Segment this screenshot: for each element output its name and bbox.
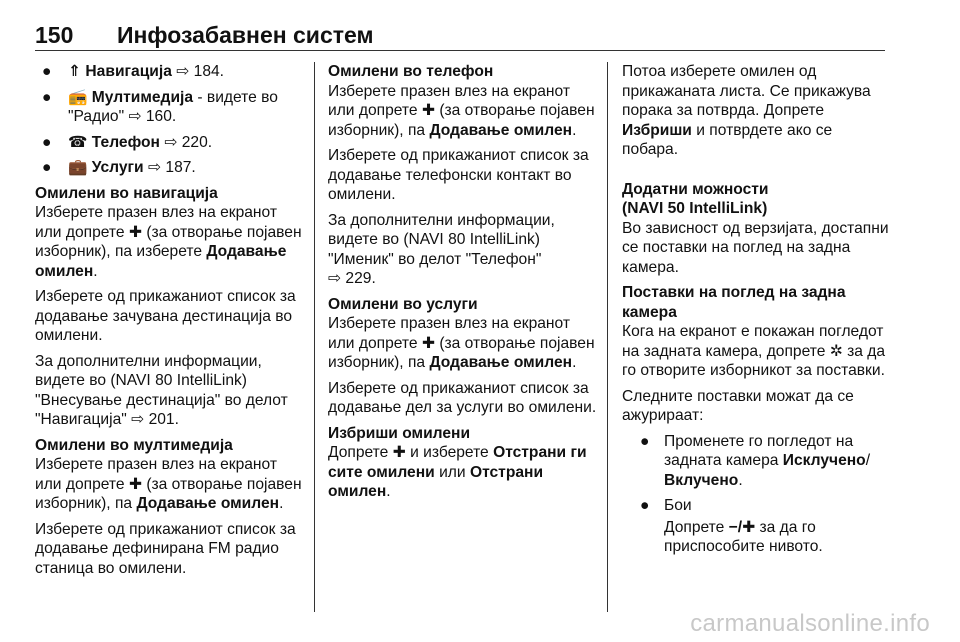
section-heading: Омилени во телефон [328,63,494,80]
column-divider [314,62,315,612]
paragraph: Изберете празен влез на екранот или допрете ✚ (за отворање појавен изборник), па Додавање омилен. [35,456,302,512]
bullet-icon: ● [640,432,650,450]
list-item: ● Променете го погледот на задната камера Исклучено/ Вклучено. [640,432,871,489]
page-number: 150 [35,22,74,48]
phone-icon: ☎ [68,133,88,151]
paragraph: Изберете празен влез на екранот или допрете ✚ (за отворање појавен изборник), па Додавање омилен. [328,315,595,371]
bullet-icon: ● [42,159,52,176]
section-heading: Избриши омилени [328,424,471,442]
minus-plus-icon: −/✚ [728,518,756,536]
list-item: ● 💼 Услуги ⇨ 187. [42,159,196,176]
paragraph: За дополнителни информации, видете во (NAVI 80 IntelliLink) "Внесување дестинација" во делот "Навигација" ⇨ 201. [35,352,288,428]
column-divider [607,62,608,612]
plus-icon: ✚ [392,444,406,461]
section-heading: Додатни можности [622,180,769,198]
column-1 [35,62,305,584]
page-ref-icon: ⇨ [128,108,142,125]
list-item: ● 📻 Мултимедија - видете во "Радио" ⇨ 160. [42,88,278,125]
gear-icon: ✲ [829,342,843,360]
bullet-icon: ● [42,133,52,151]
page-ref-icon: ⇨ [131,411,145,428]
paragraph: Потоа изберете омилен од прикажаната листа. Се прикажува порака за потврда. Допрете Избриши и потврдете ако се побара. [622,63,871,158]
list-item: ● Бои [640,497,692,514]
plus-icon: ✚ [128,223,142,241]
navigation-icon: ⇑ [68,63,82,80]
paragraph: Изберете празен влез на екранот или допрете ✚ (за отворање појавен изборник), па изберете Додавање омилен. [35,204,302,280]
header-divider [35,50,885,51]
page-ref-icon: ⇨ [164,133,178,151]
bullet-icon: ● [640,497,650,514]
section-heading: Омилени во услуги [328,295,478,313]
section-heading: Поставки на поглед на задна камера [622,284,846,321]
list-item: ● ☎ Телефон ⇨ 220. [42,133,213,151]
column-3 [622,62,892,563]
paragraph: Во зависност од верзијата, достапни се поставки на поглед на задна камера. [622,219,889,276]
section-heading: Омилени во навигација [35,184,218,202]
page-ref-icon: ⇨ [328,270,342,287]
paragraph: Изберете од прикажаниот список за додавање телефонски контакт во омилени. [328,147,589,203]
chapter-title: Инфозабавнен систем [117,22,374,48]
list-item: ● ⇑ Навигација ⇨ 184. [42,63,224,80]
paragraph: Изберете од прикажаниот список за додавање зачувана дестинација во омилени. [35,288,296,344]
multimedia-icon: 📻 [68,88,88,106]
plus-icon: ✚ [128,475,142,493]
paragraph: Допрете ✚ и изберете Отстрани ги сите омилени или Отстрани омилен. [328,444,587,500]
watermark: carmanualsonline.info [690,610,930,637]
page-ref-icon: ⇨ [147,159,162,176]
paragraph: Допрете −/✚ за да го приспособите нивото. [664,518,823,555]
paragraph: Изберете празен влез на екранот или допрете ✚ (за отворање појавен изборник), па Додавање омилен. [328,82,595,139]
plus-icon: ✚ [421,102,435,119]
column-2 [328,62,598,508]
bullet-icon: ● [42,63,52,80]
page-ref-icon: ⇨ [176,63,190,80]
services-icon: 💼 [68,159,88,176]
section-heading: (NAVI 50 IntelliLink) [622,200,768,217]
section-heading: Омилени во мултимедија [35,436,233,454]
paragraph: Следните поставки можат да се ажурираат: [622,387,854,424]
page-header [35,22,925,52]
bullet-icon: ● [42,88,52,106]
paragraph: Кога на екранот е покажан погледот на задната камера, допрете ✲ за да го отворите изборникот за поставки. [622,323,886,379]
paragraph: За дополнителни информации, видете во (NAVI 80 IntelliLink) "Именик" во делот "Телефон" ⇨ 229. [328,211,555,287]
paragraph: Изберете од прикажаниот список за додавање дел за услуги во омилени. [328,379,597,416]
plus-icon: ✚ [421,334,435,352]
paragraph: Изберете од прикажаниот список за додавање дефинирана FM радио станица во омилени. [35,520,296,577]
